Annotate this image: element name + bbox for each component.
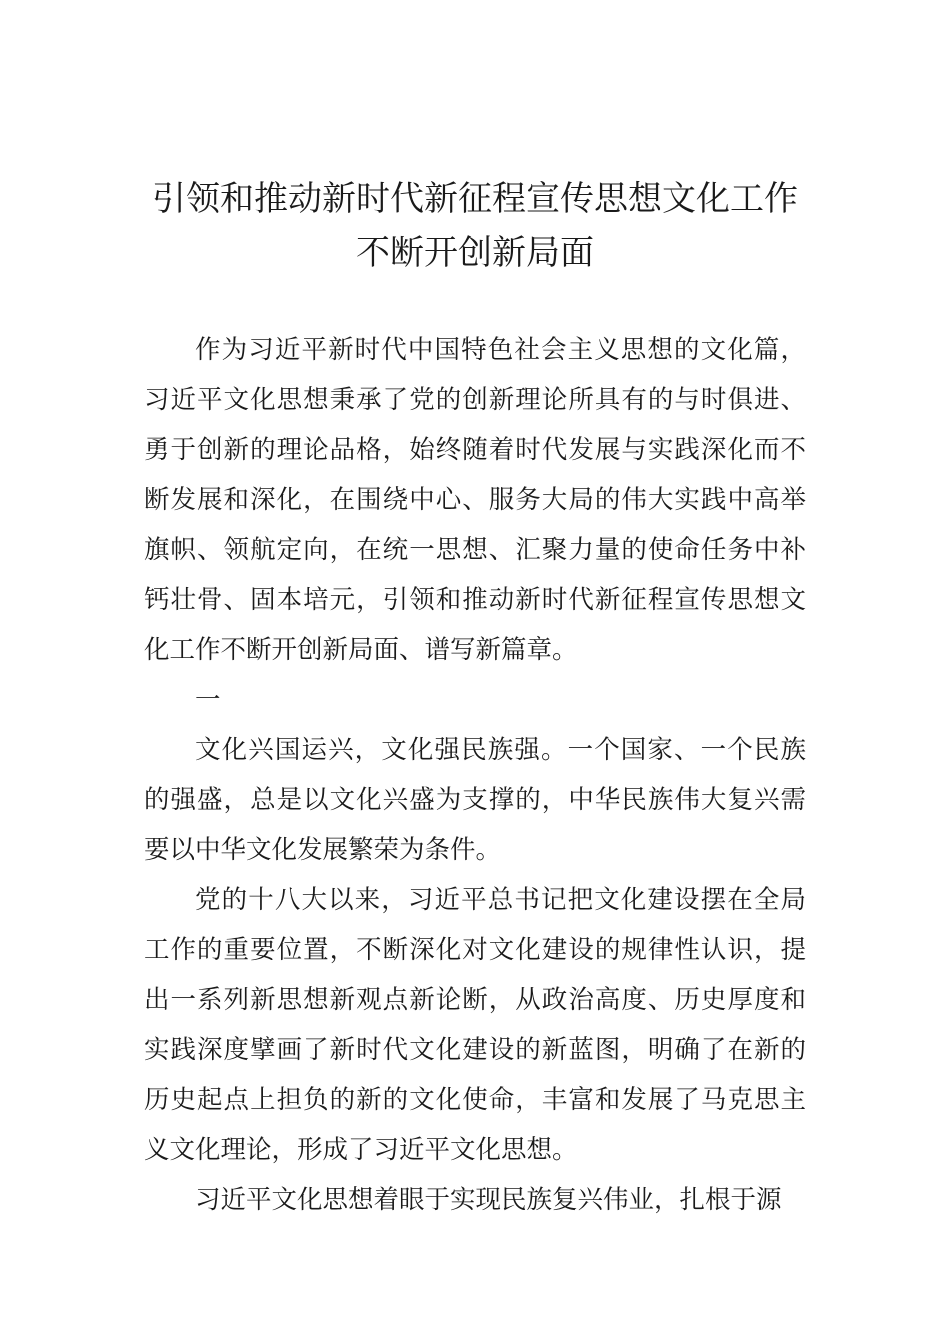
paragraph: 习近平文化思想着眼于实现民族复兴伟业，扎根于源: [195, 1185, 782, 1215]
paragraph: 党的十八大以来，习近平总书记把文化建设摆在全局工作的重要位置，不断深化对文化建设的规律性认识，提出一系列新思想新观点新论断，从政治高度、历史厚度和实践深度擘画了新时代文化建设的新蓝图，明确了在新的历史起点上担负的新的文化使命，丰富和发展了马克思主义文化理论，形成了习近平文化思想。: [144, 885, 806, 1165]
document-title: 引领和推动新时代新征程宣传思想文化工作不断开创新局面: [152, 179, 798, 273]
document-body: [144, 325, 806, 1225]
paragraph: 文化兴国运兴，文化强民族强。一个国家、一个民族的强盛，总是以文化兴盛为支撑的，中华民族伟大复兴需要以中华文化发展繁荣为条件。: [144, 735, 806, 865]
section-heading-one: 一: [195, 685, 221, 715]
paragraph-intro: 作为习近平新时代中国特色社会主义思想的文化篇，习近平文化思想秉承了党的创新理论所具有的与时俱进、勇于创新的理论品格，始终随着时代发展与实践深化而不断发展和深化，在围绕中心、服务大局的伟大实践中高举旗帜、领航定向，在统一思想、汇聚力量的使命任务中补钙壮骨、固本培元，引领和推动新时代新征程宣传思想文化工作不断开创新局面、谱写新篇章。: [144, 335, 806, 665]
